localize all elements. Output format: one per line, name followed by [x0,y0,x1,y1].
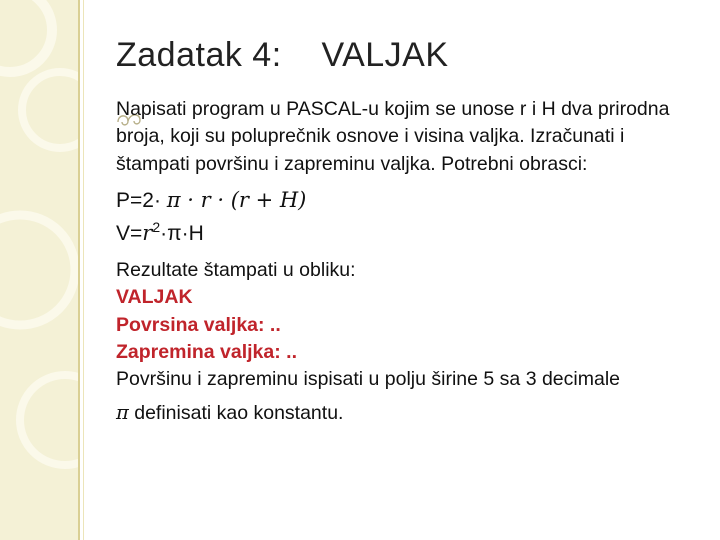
formula-v-exponent: 2 [152,219,161,236]
formula-v-suffix: ·π·H [160,222,204,246]
formula-p-prefix: P=2· [116,188,161,212]
formula-surface [116,184,691,218]
output-intro: Rezultate štampati u obliku: [116,258,356,281]
side-border-line-thin [83,0,84,540]
pi-constant-note [116,399,691,427]
formula-volume [116,217,691,251]
swirl-decoration [0,0,78,540]
formula-v-radius: r [142,221,153,246]
slide-title: Zadatak 4: VALJAK [116,36,449,74]
output-line-volume: Zapremina valjka: .. [116,340,297,363]
slide-content [116,96,691,428]
output-line-title: VALJAK [116,286,193,309]
pi-symbol: π [116,401,129,425]
format-note: Površinu i zapreminu ispisati u polju širine 5 sa 3 decimale [116,368,620,391]
side-border-line [78,0,80,540]
pi-note-text: definisati kao konstantu. [128,402,344,425]
formula-p-expression: π · r · (r + H) [166,187,307,212]
formula-v-prefix: V= [116,222,143,246]
task-paragraph: Napisati program u PASCAL-u kojim se unose r i H dva prirodna broja, koji su poluprečnik osnove i visina valjka. Izračunati i štampati površinu i zapreminu valjka. Potrebni obrasci: [116,98,670,175]
output-line-surface: Povrsina valjka: .. [116,313,281,336]
side-decoration-band [0,0,78,540]
